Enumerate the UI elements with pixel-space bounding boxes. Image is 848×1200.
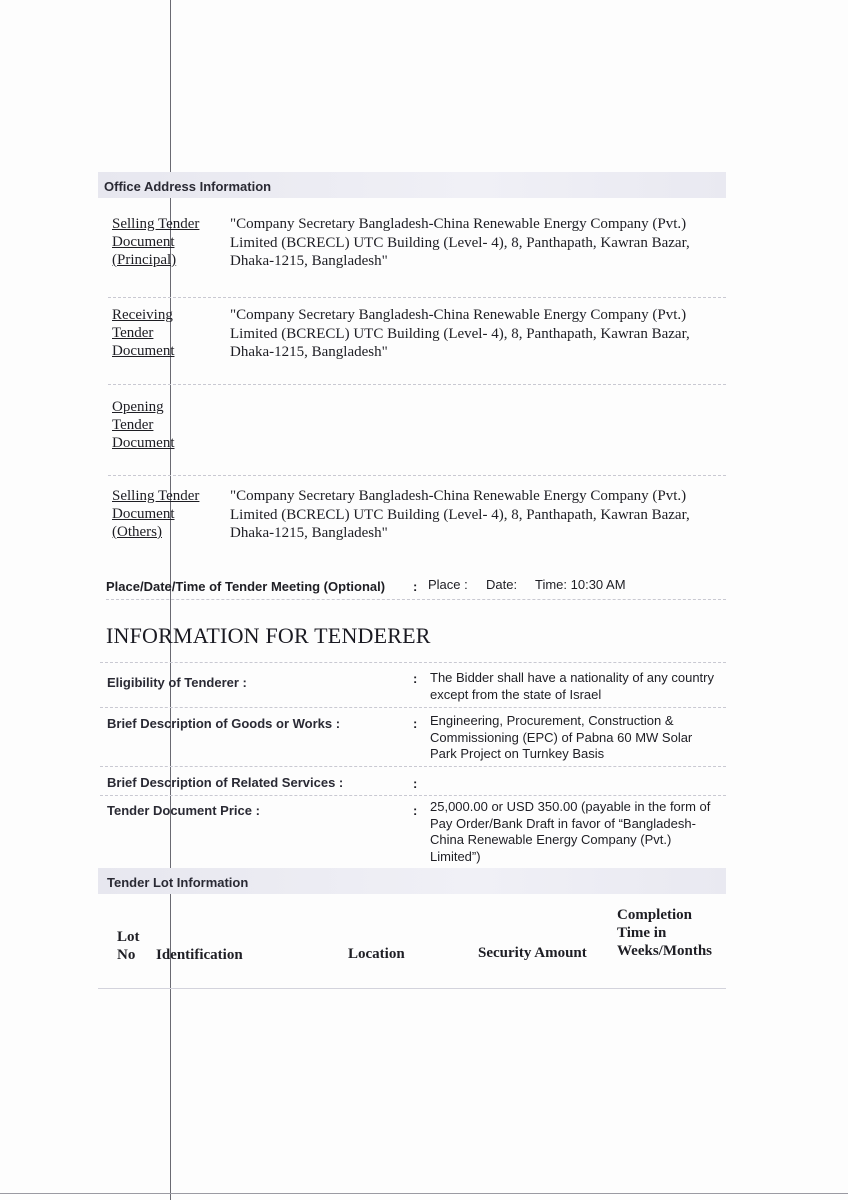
address-label-line: Document: [112, 506, 175, 522]
tender-lot-header: [98, 868, 726, 894]
column-header-identification: Identification: [156, 947, 243, 963]
address-value: "Company Secretary Bangladesh-China Renewable Energy Company (Pvt.) Limited (BCRECL) UTC Building (Level- 4), 8, Panthapath, Kawran Bazar, Dhaka-1215, Bangladesh": [230, 488, 690, 541]
column-header-line: No: [117, 947, 136, 963]
info-value: 25,000.00 or USD 350.00 (payable in the form of Pay Order/Bank Draft in favor of “Bangladesh-China Renewable Energy Company (Pvt.) Limited”): [430, 799, 711, 864]
info-label: Brief Description of Goods or Works :: [107, 716, 341, 731]
address-label: [112, 306, 217, 360]
info-label: Eligibility of Tenderer :: [107, 675, 247, 690]
address-label-line: Document: [112, 435, 175, 451]
info-colon: :: [413, 671, 418, 686]
address-label-line: Opening: [112, 399, 164, 415]
address-label-line: Receiving: [112, 307, 173, 323]
address-row-selling-principal: [108, 215, 726, 298]
column-header-line: Lot: [117, 929, 140, 945]
info-colon: :: [413, 716, 418, 731]
info-row-goods-works: [100, 707, 726, 766]
tender-meeting-time: Time: 10:30 AM: [535, 577, 626, 592]
address-row-selling-others: [108, 487, 726, 570]
address-label-line: Selling Tender: [112, 488, 200, 504]
tender-meeting-row: [106, 577, 726, 600]
info-row-eligibility: [100, 662, 726, 708]
column-header-line: Time in: [617, 925, 667, 941]
address-label-line: Tender: [112, 417, 154, 433]
tender-lot-table: [98, 900, 726, 989]
column-header-lot-no: [117, 928, 140, 964]
tender-meeting-colon: :: [413, 579, 418, 594]
address-row-opening: [108, 398, 726, 476]
address-label: [112, 487, 217, 541]
address-label-line: Tender: [112, 325, 154, 341]
info-value: The Bidder shall have a nationality of any country except from the state of Israel: [430, 670, 715, 702]
info-value: Engineering, Procurement, Construction & Commissioning (EPC) of Pabna 60 MW Solar Park Project on Turnkey Basis: [430, 713, 693, 761]
info-row-related-services: [100, 766, 726, 795]
info-label: Tender Document Price :: [107, 803, 260, 818]
address-value: "Company Secretary Bangladesh-China Renewable Energy Company (Pvt.) Limited (BCRECL) UTC Building (Level- 4), 8, Panthapath, Kawran Bazar, Dhaka-1215, Bangladesh": [230, 307, 690, 360]
address-value: "Company Secretary Bangladesh-China Renewable Energy Company (Pvt.) Limited (BCRECL) UTC Building (Level- 4), 8, Panthapath, Kawran Bazar, Dhaka-1215, Bangladesh": [230, 216, 690, 269]
address-label-line: Document: [112, 234, 175, 250]
column-header-security-amount: Security Amount: [478, 945, 587, 961]
column-header-line: Weeks/Months: [617, 943, 713, 959]
address-label-line: (Principal): [112, 252, 177, 268]
column-header-location: Location: [348, 946, 405, 962]
address-label-line: Selling Tender: [112, 216, 200, 232]
column-header-completion-time: [617, 906, 712, 960]
tenderer-heading: INFORMATION FOR TENDERER: [106, 623, 431, 648]
info-colon: :: [413, 776, 418, 791]
tender-lot-title: Tender Lot Information: [107, 875, 249, 890]
info-label: Brief Description of Related Services :: [107, 775, 344, 790]
address-row-receiving: [108, 306, 726, 385]
address-label-line: Document: [112, 343, 175, 359]
scan-artifact-bottom: [0, 1193, 848, 1194]
tender-meeting-label: Place/Date/Time of Tender Meeting (Optional): [106, 579, 386, 594]
address-label: [112, 215, 217, 269]
address-label-line: (Others): [112, 524, 162, 540]
tender-meeting-place: Place :: [428, 577, 468, 592]
office-address-header: [98, 172, 726, 198]
column-header-line: Completion: [617, 907, 692, 923]
tender-meeting-date: Date:: [486, 577, 518, 592]
info-row-document-price: [100, 795, 726, 866]
office-address-title: Office Address Information: [104, 179, 272, 194]
address-label: [112, 398, 217, 452]
info-colon: :: [413, 803, 418, 818]
